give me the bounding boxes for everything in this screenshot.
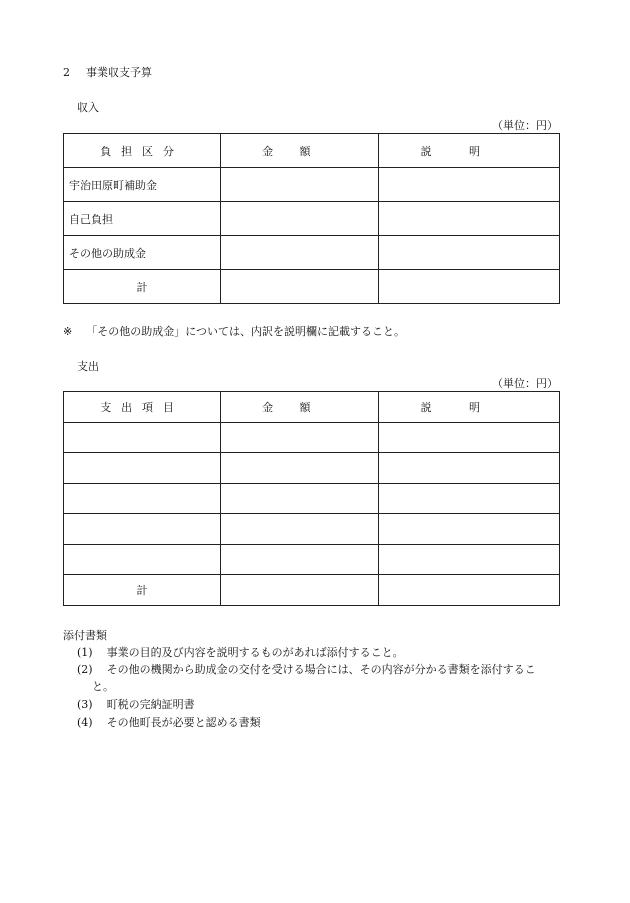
table-row: [64, 422, 560, 453]
expense-row-amount[interactable]: [221, 544, 379, 575]
income-heading: 収入: [77, 101, 99, 114]
income-header-amount: 金額: [221, 134, 379, 168]
attachment-number: (2): [77, 663, 93, 676]
attachment-item: [77, 661, 536, 677]
income-header-row: [64, 134, 560, 168]
note-mark: ※: [63, 325, 73, 338]
income-row-label: 自己負担: [64, 202, 221, 236]
table-row: [64, 202, 560, 236]
income-total-amount[interactable]: [221, 270, 379, 304]
expense-row-amount[interactable]: [221, 483, 379, 514]
income-row-amount[interactable]: [221, 202, 379, 236]
table-row: [64, 483, 560, 514]
income-row-label: その他の助成金: [64, 236, 221, 270]
attachment-text: 町税の完納証明書: [106, 698, 195, 711]
income-header-category: 負担区分: [64, 134, 221, 168]
expense-row-amount[interactable]: [221, 422, 379, 453]
attachment-text: その他町長が必要と認める書類: [106, 716, 261, 729]
expense-row-item[interactable]: [64, 544, 221, 575]
expense-row-amount[interactable]: [221, 453, 379, 484]
attachment-number: (3): [77, 698, 93, 711]
income-row-description[interactable]: [379, 168, 560, 202]
expense-header-amount: 金額: [221, 392, 379, 423]
expense-header-row: [64, 392, 560, 423]
expense-row-item[interactable]: [64, 422, 221, 453]
expense-header-description: 説明: [379, 392, 560, 423]
income-table: [63, 133, 560, 304]
attachment-text: 事業の目的及び内容を説明するものがあれば添付すること。: [106, 646, 404, 659]
table-row: [64, 453, 560, 484]
attachment-text: その他の機関から助成金の交付を受ける場合には、その内容が分かる書類を添付するこ: [106, 663, 536, 676]
income-unit: （単位：円）: [492, 119, 558, 132]
expense-row-item[interactable]: [64, 453, 221, 484]
income-total-description[interactable]: [379, 270, 560, 304]
attachment-item: [77, 714, 261, 730]
expense-row-amount[interactable]: [221, 514, 379, 545]
section-heading: [63, 64, 152, 80]
income-note: [63, 323, 405, 339]
expense-header-item: 支出項目: [64, 392, 221, 423]
income-row-amount[interactable]: [221, 168, 379, 202]
income-row-label: 宇治田原町補助金: [64, 168, 221, 202]
attachment-number: (4): [77, 716, 93, 729]
section-title: 事業収支予算: [86, 66, 152, 79]
table-row: [64, 544, 560, 575]
expense-row-description[interactable]: [379, 483, 560, 514]
expense-row-description[interactable]: [379, 544, 560, 575]
expense-row-item[interactable]: [64, 483, 221, 514]
expense-row-description[interactable]: [379, 453, 560, 484]
table-row: [64, 236, 560, 270]
expense-unit: （単位：円）: [492, 377, 558, 390]
income-row-amount[interactable]: [221, 236, 379, 270]
income-row-description[interactable]: [379, 202, 560, 236]
note-text: 「その他の助成金」については、内訳を説明欄に記載すること。: [86, 325, 405, 338]
expense-total-amount[interactable]: [221, 575, 379, 606]
expense-total-description[interactable]: [379, 575, 560, 606]
income-total-row: [64, 270, 560, 304]
attachment-number: (1): [77, 646, 93, 659]
attachments-heading: 添付書類: [63, 629, 107, 642]
expense-row-description[interactable]: [379, 422, 560, 453]
attachment-continuation: と。: [92, 680, 114, 693]
expense-heading: 支出: [77, 360, 99, 373]
expense-total-row: [64, 575, 560, 606]
section-number: 2: [63, 66, 70, 79]
expense-row-description[interactable]: [379, 514, 560, 545]
expense-table: [63, 391, 560, 606]
income-total-label: 計: [64, 270, 221, 304]
income-header-description: 説明: [379, 134, 560, 168]
table-row: [64, 168, 560, 202]
income-row-description[interactable]: [379, 236, 560, 270]
table-row: [64, 514, 560, 545]
expense-row-item[interactable]: [64, 514, 221, 545]
attachment-item: [77, 696, 195, 712]
expense-total-label: 計: [64, 575, 221, 606]
attachment-item: [77, 644, 404, 660]
